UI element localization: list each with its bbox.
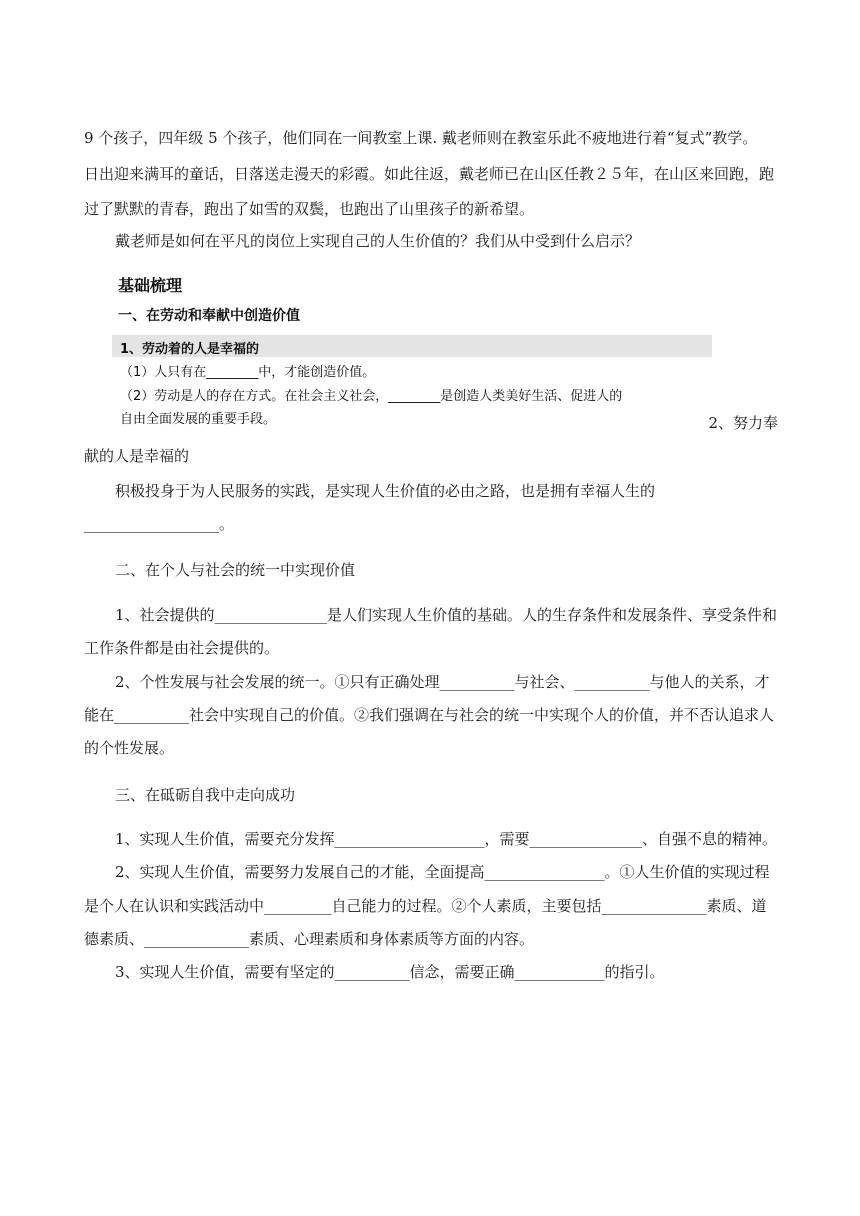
intro-question: 戴老师是如何在平凡的岗位上实现自己的人生价值的？我们从中受到什么启示？: [115, 232, 641, 250]
section3-p1: 1、实现人生价值，需要充分发挥____________________，需要_______________、自强不息的精神。: [115, 830, 778, 848]
section3-p2-line1: 2、实现人生价值，需要努力发展自己的才能，全面提高________________。①人生价值的实现过程: [115, 863, 770, 881]
section2-heading: 二、在个人与社会的统一中实现价值: [115, 561, 356, 579]
section3-heading: 三、在砥砺自我中走向成功: [115, 786, 296, 804]
intro-line-3: 过了默默的青春，跑出了如雪的双鬓，也跑出了山里孩子的新希望。: [84, 200, 535, 218]
intro-line-1: 9 个孩子，四年级 5 个孩子，他们同在一间教室上课. 戴老师则在教室乐此不疲地进行着“复式”教学。: [84, 129, 758, 147]
scan-item-1: （1）人只有在________中，才能创造价值。: [120, 365, 376, 380]
section3-p2-line3: 德素质、______________素质、心理素质和身体素质等方面的内容。: [84, 930, 535, 948]
scan-item-2: （2）劳动是人的存在方式。在社会主义社会，________是创造人类美好生活、促进人的: [120, 389, 623, 404]
section3-p3: 3、实现人生价值，需要有坚定的__________信念，需要正确____________的指引。: [115, 963, 665, 981]
section1-point2-tail: 献的人是幸福的: [84, 447, 190, 465]
section1-text-1: 积极投身于为人民服务的实践，是实现人生价值的必由之路，也是拥有幸福人生的: [115, 482, 656, 500]
scan-title: 基础梳理: [118, 276, 183, 295]
intro-line-2: 日出迎来满耳的童话，日落送走漫天的彩霞。如此往返，戴老师已在山区任教２５年，在山区来回跑，跑: [84, 165, 775, 183]
section2-p2-line1: 2、个性发展与社会发展的统一。①只有正确处理__________与社会、__________与他人的关系，才: [115, 673, 770, 691]
section1-text-2: __________________。: [84, 515, 235, 533]
scanned-outline-image: [112, 272, 722, 432]
section2-p2-line2: 能在__________社会中实现自己的价值。②我们强调在与社会的统一中实现个人的价值，并不否认追求人: [84, 706, 775, 724]
section1-point2-head: 2、努力奉: [708, 414, 778, 432]
section2-p1-line2: 工作条件都是由社会提供的。: [84, 639, 280, 657]
section3-p2-line2: 是个人在认识和实践活动中_________自己能力的过程。②个人素质，主要包括______________素质、道: [84, 897, 767, 915]
section2-p1-line1: 1、社会提供的_______________是人们实现人生价值的基础。人的生存条件和发展条件、享受条件和: [115, 606, 778, 624]
section2-p2-line3: 的个性发展。: [84, 739, 175, 757]
scan-subheading-1: 1、劳动着的人是幸福的: [120, 342, 260, 357]
scan-item-2-cont: 自由全面发展的重要手段。: [120, 412, 277, 427]
scan-heading-1: 一、在劳动和奉献中创造价值: [118, 308, 300, 324]
